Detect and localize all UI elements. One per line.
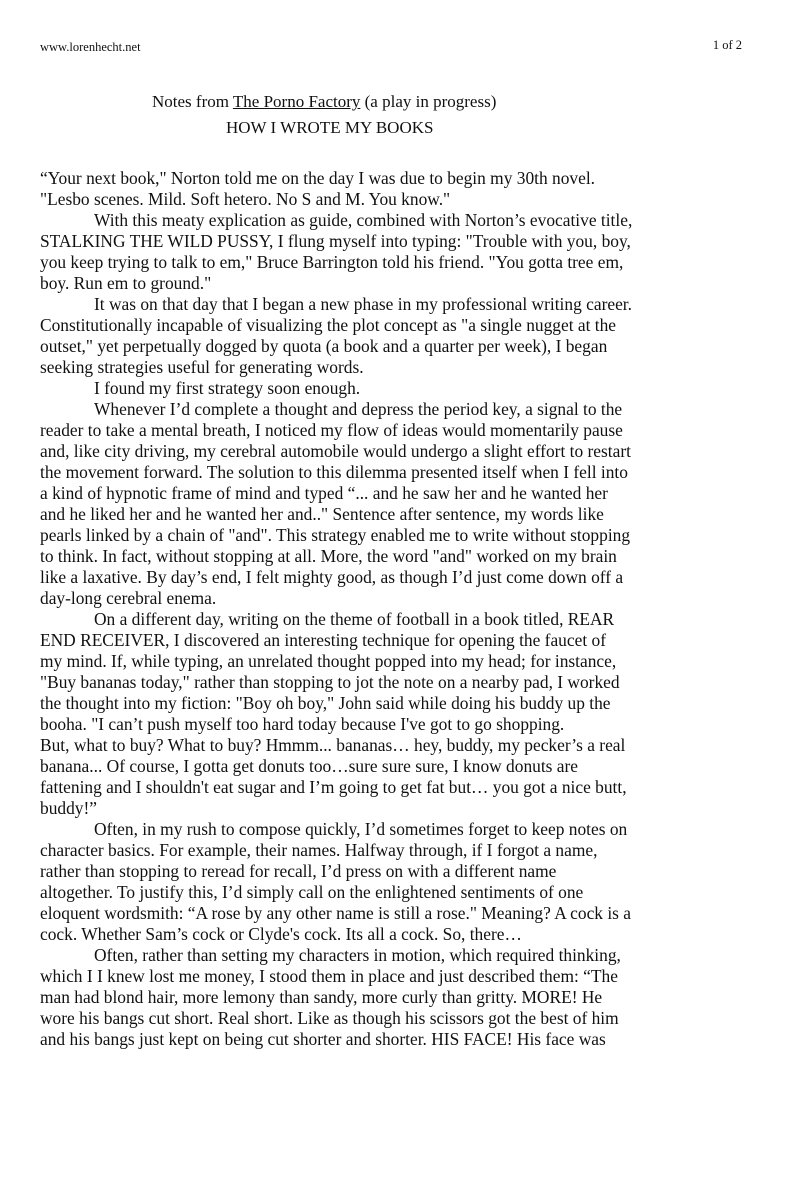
body-line: With this meaty explication as guide, combined with Norton’s evocative title, — [94, 210, 633, 230]
body-line: It was on that day that I began a new phase in my professional writing career. — [94, 294, 632, 314]
body-line: the thought into my fiction: "Boy oh boy," John said while doing his buddy up the — [40, 693, 611, 713]
body-line: Whenever I’d complete a thought and depress the period key, a signal to the — [94, 399, 623, 419]
body-line: Often, rather than setting my characters in motion, which required thinking, — [94, 945, 621, 965]
body-line: boy. Run em to ground." — [40, 273, 212, 293]
body-line: On a different day, writing on the theme of football in a book titled, REAR — [94, 609, 615, 629]
body-line: which I I knew lost me money, I stood them in place and just described them: “The — [40, 966, 618, 986]
title-line — [152, 92, 496, 112]
body-line: man had blond hair, more lemony than sandy, more curly than gritty. MORE! He — [40, 987, 603, 1007]
body-line: you keep trying to talk to em," Bruce Barrington told his friend. "You gotta tree em, — [40, 252, 624, 272]
body-line: cock. Whether Sam’s cock or Clyde's cock. Its all a cock. So, there… — [40, 924, 522, 944]
body-text — [40, 168, 750, 1050]
page-number: 1 of 2 — [712, 38, 742, 52]
body-line: and, like city driving, my cerebral automobile would undergo a slight effort to restart — [40, 441, 631, 461]
body-line: Constitutionally incapable of visualizing the plot concept as "a single nugget at the — [40, 315, 617, 335]
body-line: reader to take a mental breath, I noticed my flow of ideas would momentarily pause — [40, 420, 623, 440]
body-line: the movement forward. The solution to this dilemma presented itself when I fell into — [40, 462, 628, 482]
body-line: Often, in my rush to compose quickly, I’d sometimes forget to keep notes on — [94, 819, 628, 839]
body-line: pearls linked by a chain of "and". This strategy enabled me to write without stopping — [40, 525, 631, 545]
body-line: my mind. If, while typing, an unrelated thought popped into my head; for instance, — [40, 651, 617, 671]
body-line: booha. "I can’t push myself too hard today because I've got to go shopping. — [40, 714, 565, 734]
body-line: "Buy bananas today," rather than stopping to jot the note on a nearby pad, I worked — [40, 672, 620, 692]
play-title: The Porno Factory — [232, 92, 361, 111]
body-line: buddy!” — [40, 798, 97, 818]
body-line: day-long cerebral enema. — [40, 588, 217, 608]
body-line: rather than stopping to reread for recall, I’d press on with a different name — [40, 861, 557, 881]
body-line: a kind of hypnotic frame of mind and typed “... and he saw her and he wanted her — [40, 483, 608, 503]
body-line: I found my first strategy soon enough. — [94, 378, 361, 398]
body-line: fattening and I shouldn't eat sugar and I’m going to get fat but… you got a nice butt, — [40, 777, 627, 797]
body-line: altogether. To justify this, I’d simply call on the enlightened sentiments of one — [40, 882, 584, 902]
body-line: “Your next book," Norton told me on the day I was due to begin my 30th novel. — [40, 168, 595, 188]
body-line: seeking strategies useful for generating words. — [40, 357, 364, 377]
body-line: to think. In fact, without stopping at all. More, the word "and" worked on my brain — [40, 546, 617, 566]
body-line: But, what to buy? What to buy? Hmmm... bananas… hey, buddy, my pecker’s a real — [40, 735, 626, 755]
section-heading: HOW I WROTE MY BOOKS — [226, 118, 434, 137]
body-line: like a laxative. By day’s end, I felt mighty good, as though I’d just come down off a — [40, 567, 624, 587]
title-suffix: (a play in progress) — [360, 92, 497, 111]
body-line: eloquent wordsmith: “A rose by any other name is still a rose." Meaning? A cock is a — [40, 903, 632, 923]
body-line: and he liked her and he wanted her and.." Sentence after sentence, my words like — [40, 504, 604, 524]
title-prefix: Notes from — [152, 92, 233, 111]
body-line: banana... Of course, I gotta get donuts too…sure sure sure, I know donuts are — [40, 756, 579, 776]
body-line: outset," yet perpetually dogged by quota (a book and a quarter per week), I began — [40, 336, 608, 356]
body-line: wore his bangs cut short. Real short. Like as though his scissors got the best of him — [40, 1008, 619, 1028]
body-line: END RECEIVER, I discovered an interesting technique for opening the faucet of — [40, 630, 606, 650]
body-line: and his bangs just kept on being cut shorter and shorter. HIS FACE! His face was — [40, 1029, 606, 1049]
body-line: STALKING THE WILD PUSSY, I flung myself into typing: "Trouble with you, boy, — [40, 231, 631, 251]
body-line: character basics. For example, their names. Halfway through, if I forgot a name, — [40, 840, 598, 860]
body-line: "Lesbo scenes. Mild. Soft hetero. No S and M. You know." — [40, 189, 451, 209]
header-url[interactable]: www.lorenhecht.net — [40, 40, 141, 54]
